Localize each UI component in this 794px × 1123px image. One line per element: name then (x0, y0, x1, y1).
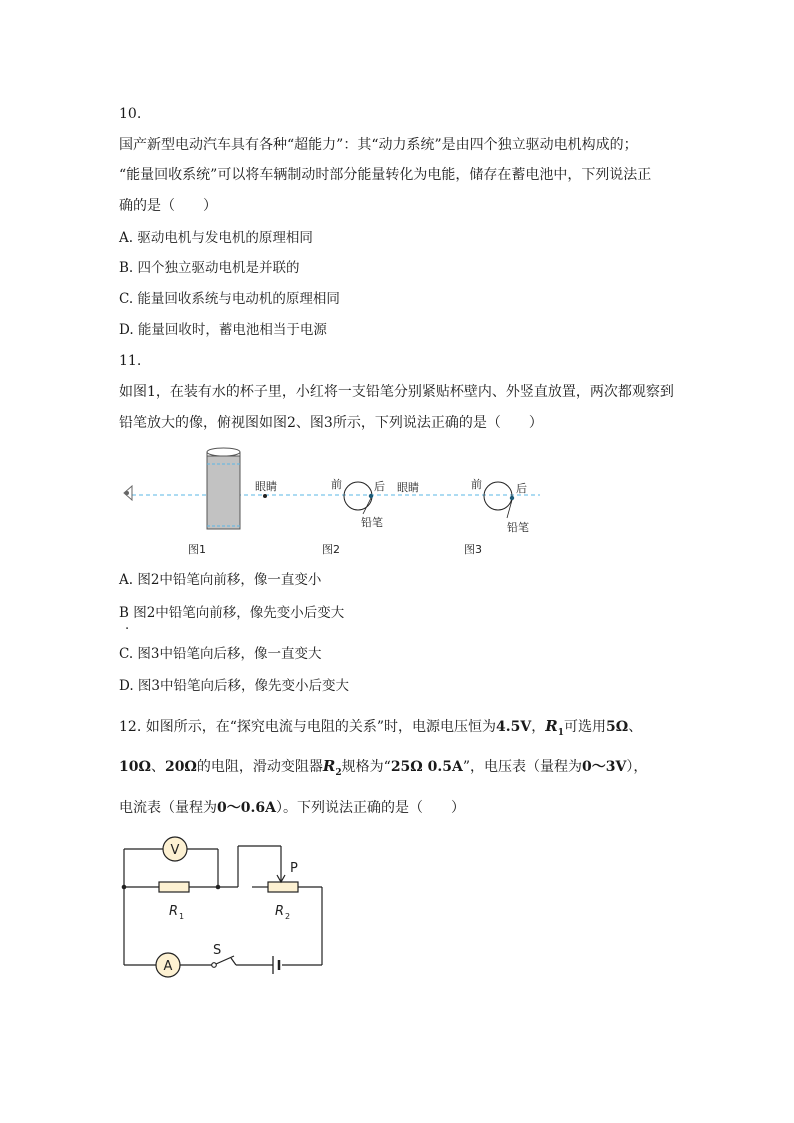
switch-label: S (213, 943, 222, 958)
q11-option-b-dot: . (125, 618, 130, 633)
q12-text-1: 12. 如图所示，在“探究电流与电阻的关系”时，电源电压恒为 (119, 719, 497, 735)
r2-sub-label: 2 (285, 912, 291, 921)
rheostat-r2 (268, 882, 298, 892)
fig2-back-label: 后 (374, 480, 385, 493)
q11-option-d: D. 图3中铅笔向后移，像先变小后变大 (119, 678, 350, 694)
r2-label: R (275, 904, 285, 919)
q12-text-6: 的电阻，滑动变阻器 (196, 759, 323, 775)
q12-resistor-20: 20Ω (164, 759, 197, 775)
fig2-pencil-label: 铅笔 (361, 516, 383, 529)
q10-number: 10. (119, 106, 142, 122)
q12-line3 (119, 798, 465, 818)
q11-stem-line1: 如图1，在装有水的杯子里，小红将一支铅笔分别紧贴杯壁内、外竖直放置，两次都观察到 (119, 384, 674, 400)
q12-text-3: 可选用 (563, 719, 606, 735)
q12-r1-subscript: 1 (557, 727, 564, 738)
pencil-dot-fig3 (510, 496, 514, 500)
ammeter-icon (156, 953, 180, 977)
voltmeter-icon (163, 837, 187, 861)
q12-resistor-5: 5Ω (605, 719, 629, 735)
fig3-caption: 图3 (464, 543, 482, 556)
q12-text-7: 规格为“ (341, 759, 391, 775)
q10-stem-line3: 确的是（ ） (119, 198, 217, 214)
q12-text-2: ， (531, 719, 546, 735)
fig3-back-label: 后 (516, 482, 527, 495)
q12-r2-subscript: 2 (335, 767, 342, 778)
fig2-front-label: 前 (331, 478, 342, 491)
q11-option-a: A. 图2中铅笔向前移，像一直变小 (119, 572, 322, 588)
q12-text-5: 、 (150, 759, 165, 775)
q12-voltmeter-range: 0～3V (582, 759, 627, 775)
q12-text-4: 、 (628, 719, 643, 735)
q11-option-b-letter: B (119, 605, 129, 621)
q12-line1 (119, 716, 642, 743)
fig2-eye-label: 眼睛 (255, 480, 277, 493)
slider-label: P (290, 861, 298, 876)
battery-icon (273, 956, 279, 974)
q10-option-d: D. 能量回收时，蓄电池相当于电源 (119, 322, 327, 338)
pencil-dot-fig2 (369, 494, 373, 498)
r1-label: R (169, 904, 179, 919)
fig3-pencil-label: 铅笔 (507, 521, 529, 534)
q12-line2 (119, 756, 647, 783)
q11-figure (112, 440, 552, 562)
q12-ammeter-range: 0～0.6A (217, 800, 276, 816)
q12-resistor-10: 10Ω (119, 759, 151, 775)
fig1-caption: 图1 (188, 543, 206, 556)
fig3-eye-label: 眼睛 (397, 481, 419, 494)
fig2-caption: 图2 (322, 543, 340, 556)
q12-r2-symbol: R (322, 757, 336, 775)
q12-text-9: ）， (626, 759, 648, 775)
resistor-r1 (159, 882, 189, 892)
q10-option-c: C. 能量回收系统与电动机的原理相同 (119, 291, 340, 307)
cup-top-view-fig3 (484, 482, 512, 510)
r1-sub-label: 1 (179, 912, 185, 921)
q11-option-b-text: 图2中铅笔向前移，像先变小后变大 (133, 605, 345, 621)
q11-option-b (119, 604, 344, 622)
eye-point-fig2 (263, 494, 267, 498)
slider-arrow-icon (277, 874, 285, 882)
eye-icon (124, 486, 132, 500)
fig3-front-label: 前 (471, 478, 482, 491)
q12-text-11: ）。下列说法正确的是（ ） (275, 800, 465, 816)
q10-option-a: A. 驱动电机与发电机的原理相同 (119, 230, 313, 246)
q11-option-c: C. 图3中铅笔向后移，像一直变大 (119, 646, 322, 662)
q10-stem-line2: “能量回收系统”可以将车辆制动时部分能量转化为电能，储存在蓄电池中，下列说法正 (119, 167, 652, 183)
q12-circuit-diagram (112, 830, 337, 980)
q11-stem-line2: 铅笔放大的像，俯视图如图2、图3所示，下列说法正确的是（ ） (119, 415, 543, 431)
q10-option-b: B. 四个独立驱动电机是并联的 (119, 260, 300, 276)
q10-stem-line1: 国产新型电动汽车具有各种“超能力”：其“动力系统”是由四个独立驱动电机构成的； (119, 137, 638, 153)
q12-r1-symbol: R (545, 717, 558, 735)
q12-voltage-value: 4.5V (496, 719, 532, 735)
q11-number: 11. (119, 353, 142, 369)
q12-text-8: ”，电压表（量程为 (462, 759, 583, 775)
q12-text-10: 电流表（量程为 (119, 800, 217, 816)
water-glass (207, 448, 240, 529)
ammeter-label: A (163, 959, 173, 974)
voltmeter-label: V (170, 843, 180, 858)
q12-rheostat-spec: 25Ω 0.5A (390, 759, 463, 775)
cup-top-view-fig2 (344, 482, 372, 510)
